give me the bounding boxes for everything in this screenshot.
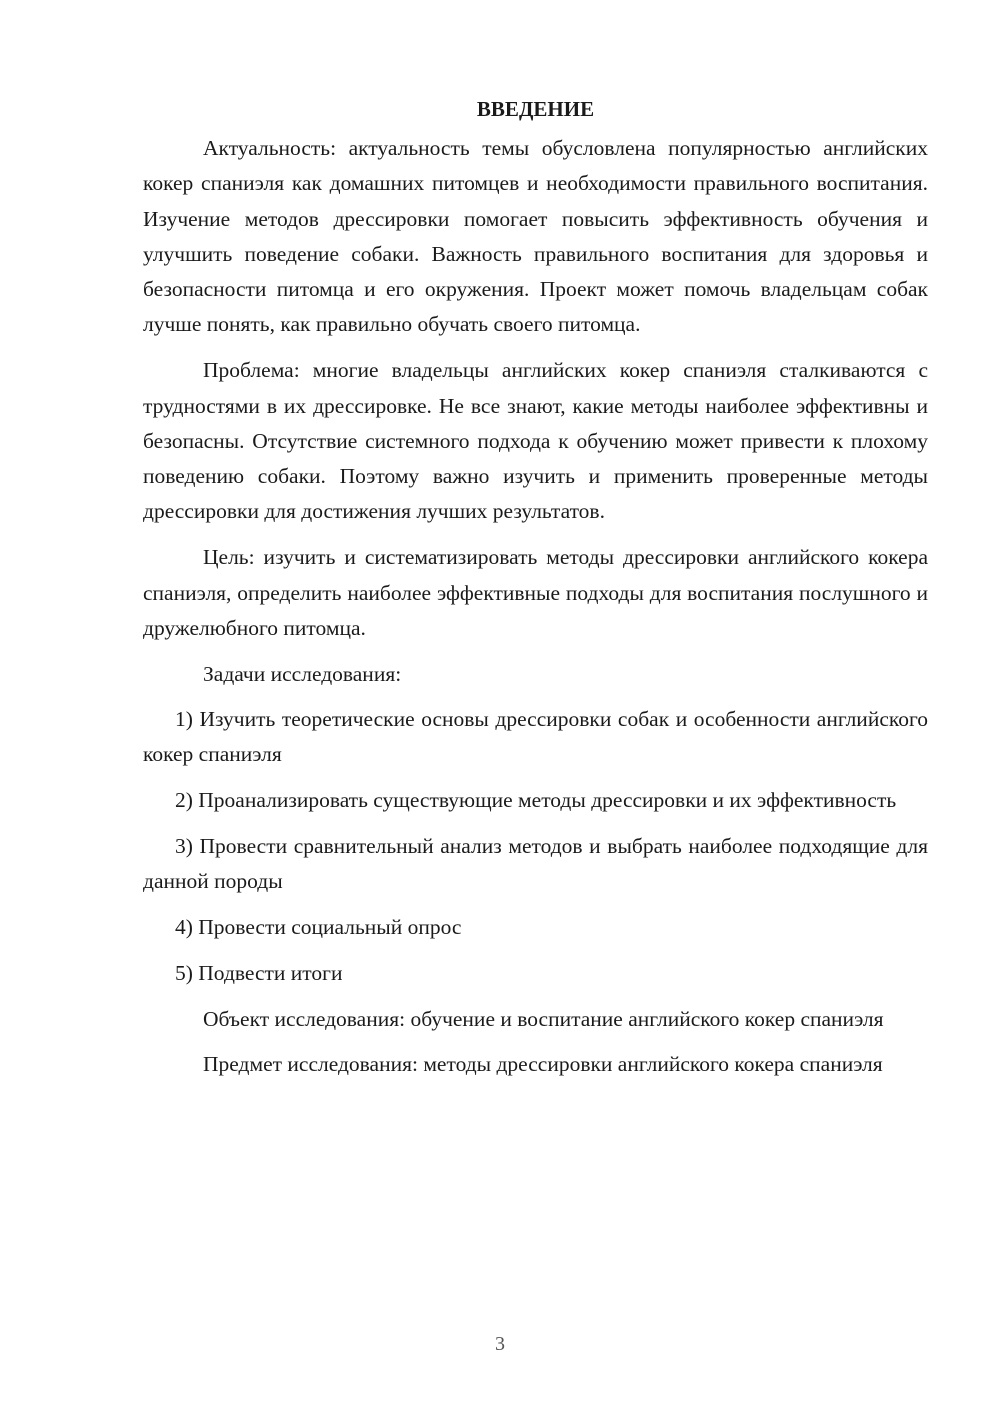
task-item-2: 2) Проанализировать существующие методы дрессировки и их эффективность: [175, 788, 897, 813]
page-title: ВВЕДЕНИЕ: [476, 97, 595, 121]
paragraph-object: Объект исследования: обучение и воспитание английского кокер спаниэля: [203, 1006, 884, 1031]
task-item-1: 1) Изучить теоретические основы дрессировки собак и особенности английского кокер спаниэля: [143, 706, 928, 767]
paragraph-subject: Предмет исследования: методы дрессировки английского кокера спаниэля: [203, 1052, 883, 1077]
document-page: [143, 92, 928, 1093]
tasks-list: [143, 702, 928, 991]
page-number: 3: [495, 1333, 505, 1355]
task-item-3: 3) Провести сравнительный анализ методов и выбрать наиболее подходящие для данной породы: [143, 833, 928, 894]
task-item-4: 4) Провести социальный опрос: [175, 914, 462, 939]
paragraph-goal: Цель: изучить и систематизировать методы дрессировки английского кокера спаниэля, определить наиболее эффективные подходы для воспитания послушного и дружелюбного питомца.: [143, 545, 928, 640]
paragraph-relevance: Актуальность: актуальность темы обусловлена популярностью английских кокер спаниэля как домашних питомцев и необходимости правильного воспитания. Изучение методов дрессировки помогает повысить эффективность обучения и улучшить поведение собаки. Важность правильного воспитания для здоровья и безопасности питомца и его окружения. Проект может помочь владельцам собак лучше понять, как правильно обучать своего питомца.: [143, 136, 928, 337]
task-item-5: 5) Подвести итоги: [175, 960, 343, 985]
tasks-heading: Задачи исследования:: [203, 661, 402, 686]
paragraph-problem: Проблема: многие владельцы английских кокер спаниэля сталкиваются с трудностями в их дрессировке. Не все знают, какие методы наиболее эффективны и безопасны. Отсутствие системного подхода к обучению может привести к плохому поведению собаки. Поэтому важно изучить и применить проверенные методы дрессировки для достижения лучших результатов.: [143, 358, 928, 524]
